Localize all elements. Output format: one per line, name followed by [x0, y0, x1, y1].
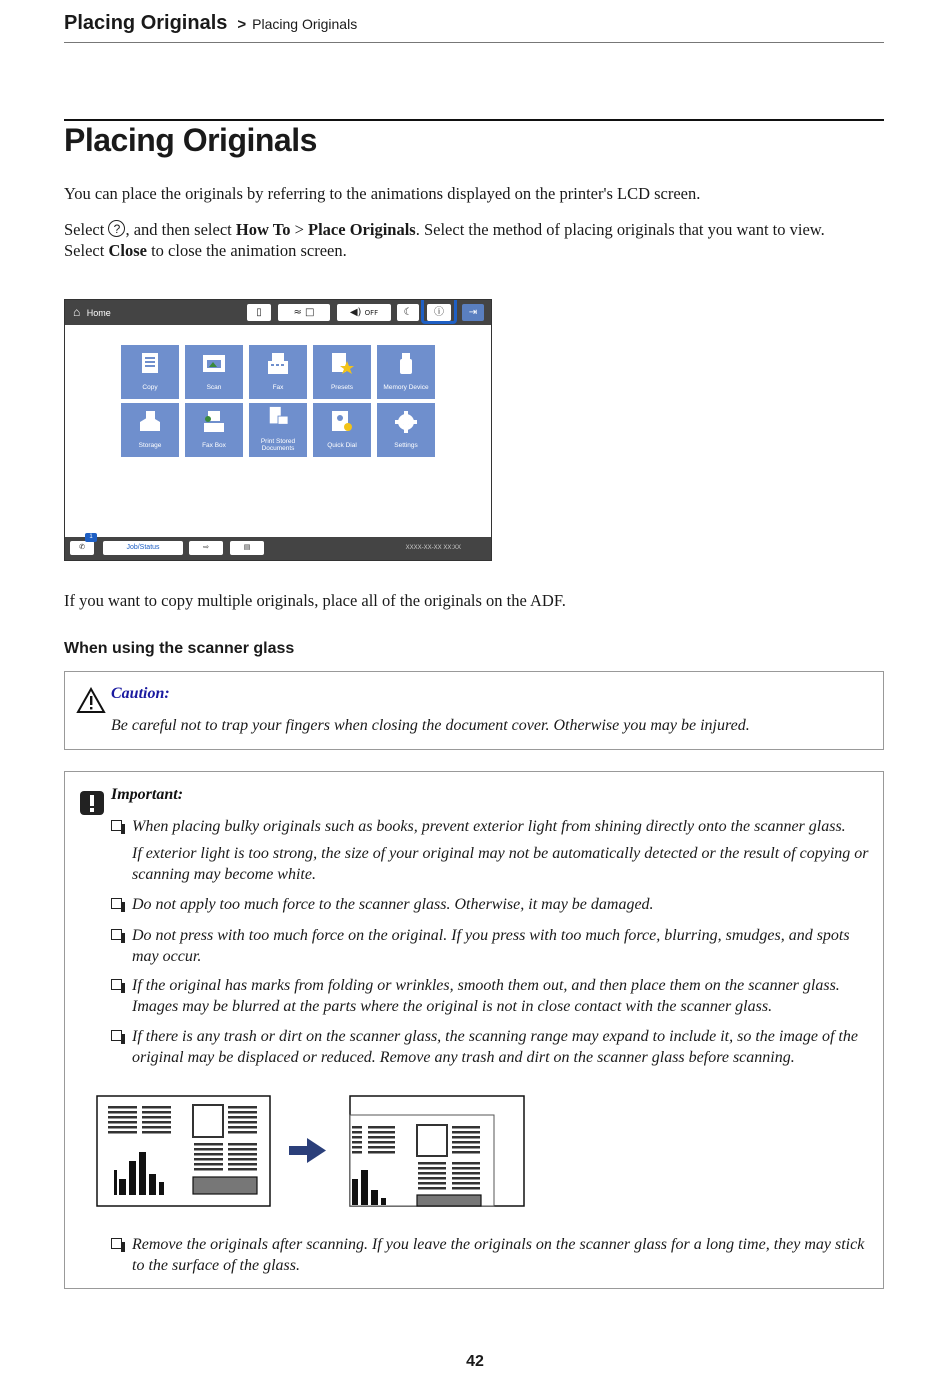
- select-paragraph: [64, 219, 884, 261]
- checkbox-bullet-icon: [111, 898, 122, 909]
- lcd-help-icon: ⓘ: [427, 304, 451, 321]
- home-icon: ⌂: [73, 305, 81, 319]
- tile-label: Presets: [330, 384, 354, 391]
- caution-box: [64, 671, 884, 750]
- tile-memory-device: [377, 345, 435, 399]
- tile-label: Copy: [142, 384, 158, 391]
- lcd-home-label: Home: [86, 308, 111, 318]
- checkbox-bullet-icon: [111, 820, 122, 831]
- text-run: >: [290, 220, 309, 239]
- list-item: [111, 976, 871, 1017]
- original-document-figure: [97, 1096, 270, 1206]
- warning-triangle-icon: [76, 687, 106, 714]
- tile-fax: [249, 345, 307, 399]
- tile-print-stored-documents: [249, 403, 307, 457]
- scan-icon: [201, 352, 227, 376]
- fax-status-icon: ✆: [70, 541, 94, 555]
- title-rule: [64, 119, 884, 121]
- wifi-off-label: OFF: [364, 309, 379, 317]
- tile-scan: [185, 345, 243, 399]
- intro-paragraph: You can place the originals by referring to the animations displayed on the printer's LCD screen.: [64, 184, 701, 203]
- important-title: Important:: [111, 786, 184, 803]
- lcd-screenshot: [64, 299, 492, 561]
- lcd-top-bar: [65, 300, 491, 325]
- tile-label: Quick Dial: [327, 442, 357, 449]
- stop-icon: ⇨: [189, 541, 223, 555]
- tile-copy: [121, 345, 179, 399]
- page-number: 42: [466, 1353, 484, 1370]
- text-run: . Select the method of placing originals that you want to view.: [415, 220, 825, 239]
- header-separator: >: [237, 16, 247, 33]
- checkbox-bullet-icon: [111, 1238, 122, 1249]
- notification-badge: 1: [85, 533, 97, 542]
- storage-icon: [137, 410, 163, 434]
- list-item-text: Do not press with too much force on the original. If you press with too much force, blurring, smudges, and spots may occur.: [132, 927, 850, 965]
- fax-icon: [265, 352, 291, 376]
- tile-label: Memory Device: [383, 384, 429, 391]
- list-item-text: When placing bulky originals such as books, prevent exterior light from shining directly onto the scanner glass.: [132, 818, 846, 835]
- tile-label: Scan: [206, 384, 222, 391]
- sound-wifi-off-icon: ◀) OFF: [337, 304, 391, 321]
- lcd-datetime: XXXX-XX-XX XX:XX: [405, 545, 461, 551]
- header-subsection: Placing Originals: [252, 16, 358, 32]
- list-item-text: Do not apply too much force to the scanner glass. Otherwise, it may be damaged.: [132, 896, 654, 913]
- arrow-right-icon: [289, 1138, 326, 1163]
- how-to-label: How To: [235, 220, 291, 239]
- text-run: , and then select: [125, 220, 236, 239]
- tile-storage: [121, 403, 179, 457]
- caution-title: Caution:: [111, 685, 170, 702]
- important-box: [64, 771, 884, 1289]
- tile-quick-dial: [313, 403, 371, 457]
- printer-icon: ▤: [230, 541, 264, 555]
- list-item: [111, 895, 871, 916]
- lcd-bottom-bar: [65, 534, 491, 560]
- displaced-document-figure: [350, 1096, 524, 1206]
- help-highlight: [421, 299, 457, 324]
- scanner-glass-heading: When using the scanner glass: [64, 640, 295, 657]
- header-section: Placing Originals: [64, 12, 228, 34]
- tile-label: Fax Box: [202, 442, 226, 449]
- lcd-home: [73, 304, 111, 321]
- list-item: [111, 1027, 871, 1068]
- ink-status-icon: ▯: [247, 304, 271, 321]
- checkbox-bullet-icon: [111, 1030, 122, 1041]
- checkbox-bullet-icon: [111, 929, 122, 940]
- tile-label: Settings: [394, 442, 418, 449]
- text-run: Select: [64, 241, 109, 260]
- presets-icon: [329, 352, 355, 376]
- close-label: Close: [108, 241, 147, 260]
- fax-box-icon: [201, 410, 227, 434]
- tile-settings: [377, 403, 435, 457]
- page-title: Placing Originals: [64, 122, 317, 158]
- print-stored-icon: [265, 406, 291, 428]
- exit-icon: ⇥: [462, 304, 484, 321]
- list-item-text: If exterior light is too strong, the size of your original may not be automatically detected or the result of copying or scanning may become white.: [132, 845, 869, 883]
- running-header: [64, 12, 884, 43]
- gear-icon: [393, 410, 419, 434]
- tile-fax-box: [185, 403, 243, 457]
- checkbox-bullet-icon: [111, 979, 122, 990]
- list-item-text: If there is any trash or dirt on the scanner glass, the scanning range may expand to include it, so the image of the original may be displaced or reduced. Remove any trash and dirt on the scanner glass before scanning.: [132, 1028, 858, 1066]
- job-status-button: Job/Status: [103, 541, 183, 555]
- text-run: Select: [64, 220, 109, 239]
- list-item-text: If the original has marks from folding or wrinkles, smooth them out, and then place them on the scanner glass. Images may be blurred at the parts where the original is not in close contact with the scanner glass.: [132, 977, 840, 1015]
- list-item-followup: [111, 844, 871, 885]
- tile-label: Fax: [272, 384, 284, 391]
- tile-label: Storage: [138, 442, 162, 449]
- usb-icon: [393, 352, 419, 376]
- displacement-illustration: [96, 1095, 526, 1207]
- adf-note: If you want to copy multiple originals, place all of the originals on the ADF.: [64, 591, 566, 610]
- list-item: [111, 1235, 871, 1276]
- copy-icon: [137, 352, 163, 376]
- quick-dial-icon: [329, 410, 355, 434]
- tile-label: Print Stored Documents: [260, 438, 296, 452]
- help-icon: ?: [108, 220, 125, 237]
- place-originals-label: Place Originals: [308, 220, 416, 239]
- network-status-icon: ≈ □: [278, 304, 330, 321]
- tile-presets: [313, 345, 371, 399]
- list-item: [111, 926, 871, 967]
- sleep-icon: ☾: [397, 304, 419, 321]
- text-run: to close the animation screen.: [146, 241, 347, 260]
- list-item-text: Remove the originals after scanning. If you leave the originals on the scanner glass for a long time, they may stick to the surface of the glass.: [132, 1236, 865, 1274]
- important-icon: [79, 790, 105, 816]
- caution-text: Be careful not to trap your fingers when closing the document cover. Otherwise you may be injured.: [111, 717, 750, 734]
- list-item: [111, 817, 871, 838]
